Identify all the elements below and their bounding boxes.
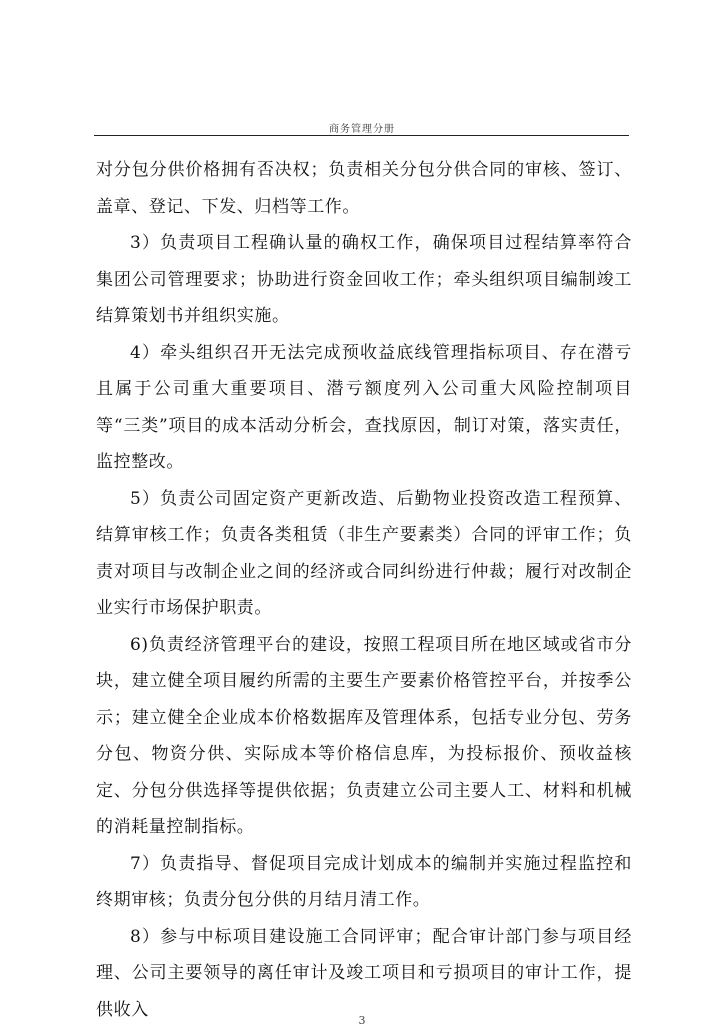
header-rule — [94, 135, 629, 136]
paragraph-item-3: 3）负责项目工程确认量的确权工作，确保项目过程结算率符合集团公司管理要求；协助进行资金回收工作；牵头组织项目编制竣工结算策划书并组织实施。 — [96, 225, 632, 335]
paragraph-item-4: 4）牵头组织召开无法完成预收益底线管理指标项目、存在潜亏且属于公司重大重要项目、潜亏额度列入公司重大风险控制项目等“三类”项目的成本活动分析会，查找原因，制订对策，落实责任，监控整改。 — [96, 335, 632, 481]
page-header: 商务管理分册 — [96, 120, 628, 135]
paragraph-item-5: 5）负责公司固定资产更新改造、后勤物业投资改造工程预算、结算审核工作；负责各类租赁（非生产要素类）合同的评审工作；负责对项目与改制企业之间的经济或合同纠纷进行仲裁；履行对改制企业实行市场保护职责。 — [96, 481, 632, 627]
document-body — [96, 152, 632, 1028]
paragraph-item-8: 8）参与中标项目建设施工合同评审；配合审计部门参与项目经理、公司主要领导的离任审计及竣工项目和亏损项目的审计工作，提供收入 — [96, 919, 632, 1028]
page-number: 3 — [340, 1014, 384, 1027]
paragraph-continuation: 对分包分供价格拥有否决权；负责相关分包分供合同的审核、签订、盖章、登记、下发、归档等工作。 — [96, 152, 632, 225]
paragraph-item-6: 6)负责经济管理平台的建设，按照工程项目所在地区域或省市分块，建立健全项目履约所需的主要生产要素价格管控平台，并按季公示；建立健全企业成本价格数据库及管理体系，包括专业分包、劳务分包、物资分供、实际成本等价格信息库，为投标报价、预收益核定、分包分供选择等提供依据；负责建立公司主要人工、材料和机械的消耗量控制指标。 — [96, 627, 632, 846]
paragraph-item-7: 7）负责指导、督促项目完成计划成本的编制并实施过程监控和终期审核；负责分包分供的月结月清工作。 — [96, 846, 632, 919]
